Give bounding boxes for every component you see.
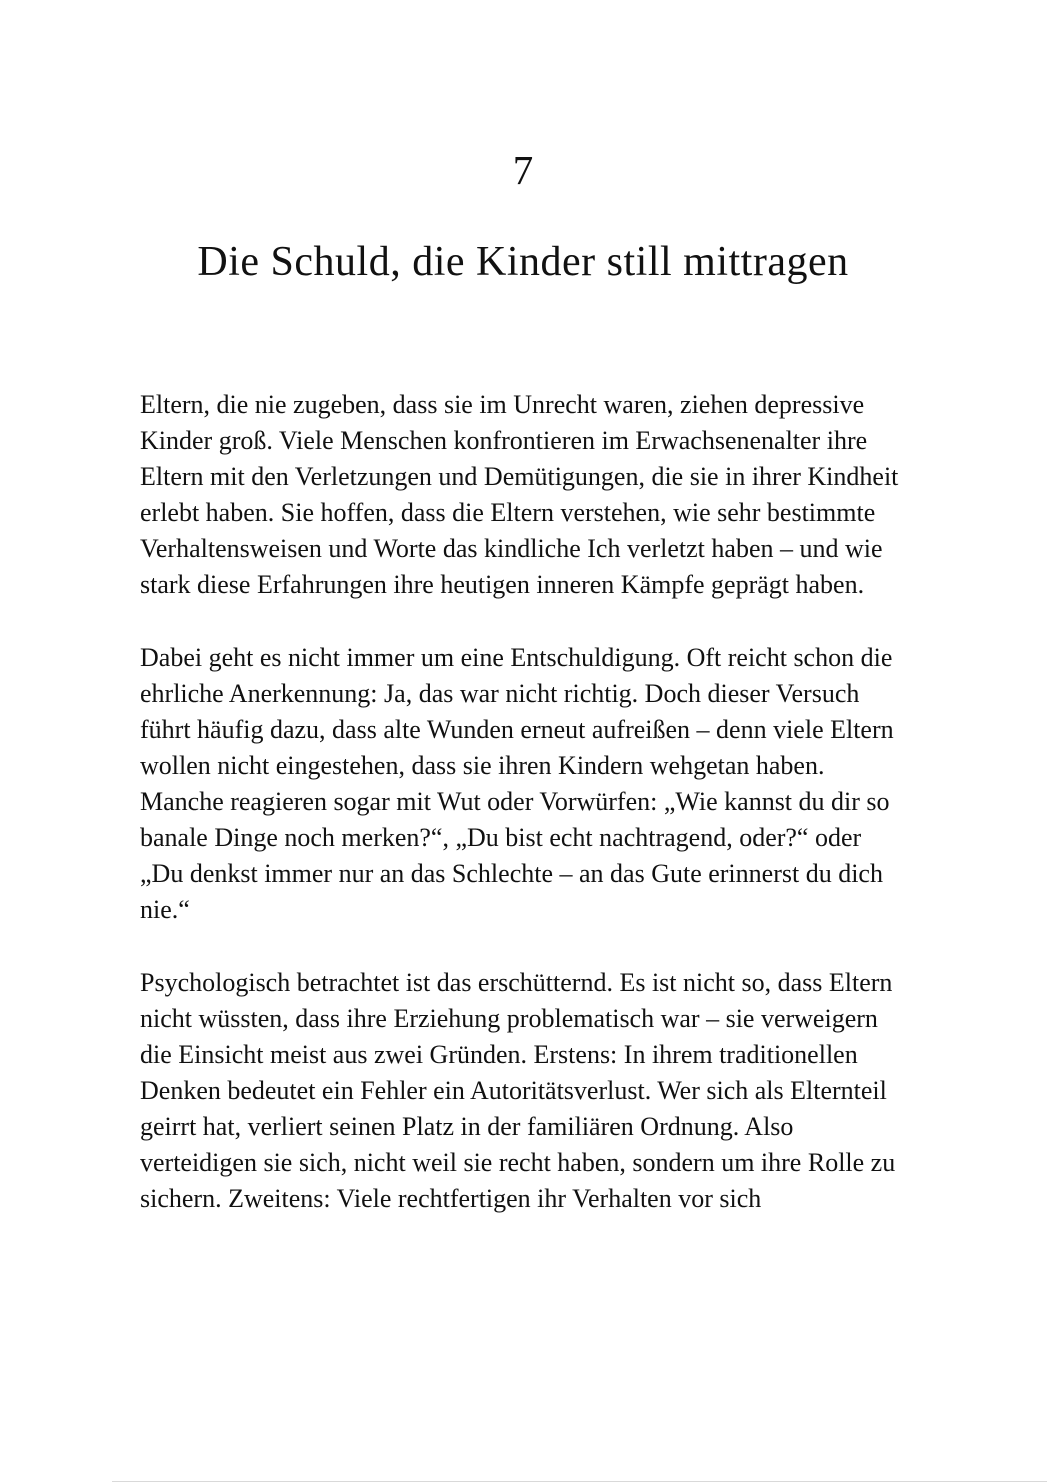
paragraph: Psychologisch betrachtet ist das erschütternd. Es ist nicht so, dass Eltern nicht wüssten, dass ihre Erziehung problematisch war – sie verweigern die Einsicht meist aus zwei Gründen. Erstens: In ihrem traditionellen Denken bedeutet ein Fehler ein Autoritätsverlust. Wer sich als Elternteil geirrt hat, verliert seinen Platz in der familiären Ordnung. Also verteidigen sie sich, nicht weil sie recht haben, sondern um ihre Rolle zu sichern. Zweitens: Viele rechtfertigen ihr Verhalten vor sich — [140, 968, 896, 1214]
chapter-number: 7 — [512, 147, 534, 193]
paragraph: Eltern, die nie zugeben, dass sie im Unrecht waren, ziehen depressive Kinder groß. Viele Menschen konfrontieren im Erwachsenenalter ihre Eltern mit den Verletzungen und Demütigungen, die sie in ihrer Kindheit erlebt haben. Sie hoffen, dass die Eltern verstehen, wie sehr bestimmte Verhaltensweisen und Worte das kindliche Ich verletzt haben – und wie stark diese Erfahrungen ihre heutigen inneren Kämpfe geprägt haben. — [140, 390, 899, 600]
page-content — [140, 0, 906, 1254]
page-bottom-rule — [112, 1481, 1047, 1482]
paragraph: Dabei geht es nicht immer um eine Entschuldigung. Oft reicht schon die ehrliche Anerkennung: Ja, das war nicht richtig. Doch dieser Versuch führt häufig dazu, dass alte Wunden erneut aufreißen – denn viele Eltern wollen nicht eingestehen, dass sie ihren Kindern wehgetan haben. Manche reagieren sogar mit Wut oder Vorwürfen: „Wie kannst du dir so banale Dinge noch merken?“, „Du bist echt nachtragend, oder?“ oder „Du denkst immer nur an das Schlechte – an das Gute erinnerst du dich nie.“ — [140, 643, 894, 925]
body-text — [140, 387, 906, 1217]
chapter-title: Die Schuld, die Kinder still mittragen — [197, 239, 849, 286]
